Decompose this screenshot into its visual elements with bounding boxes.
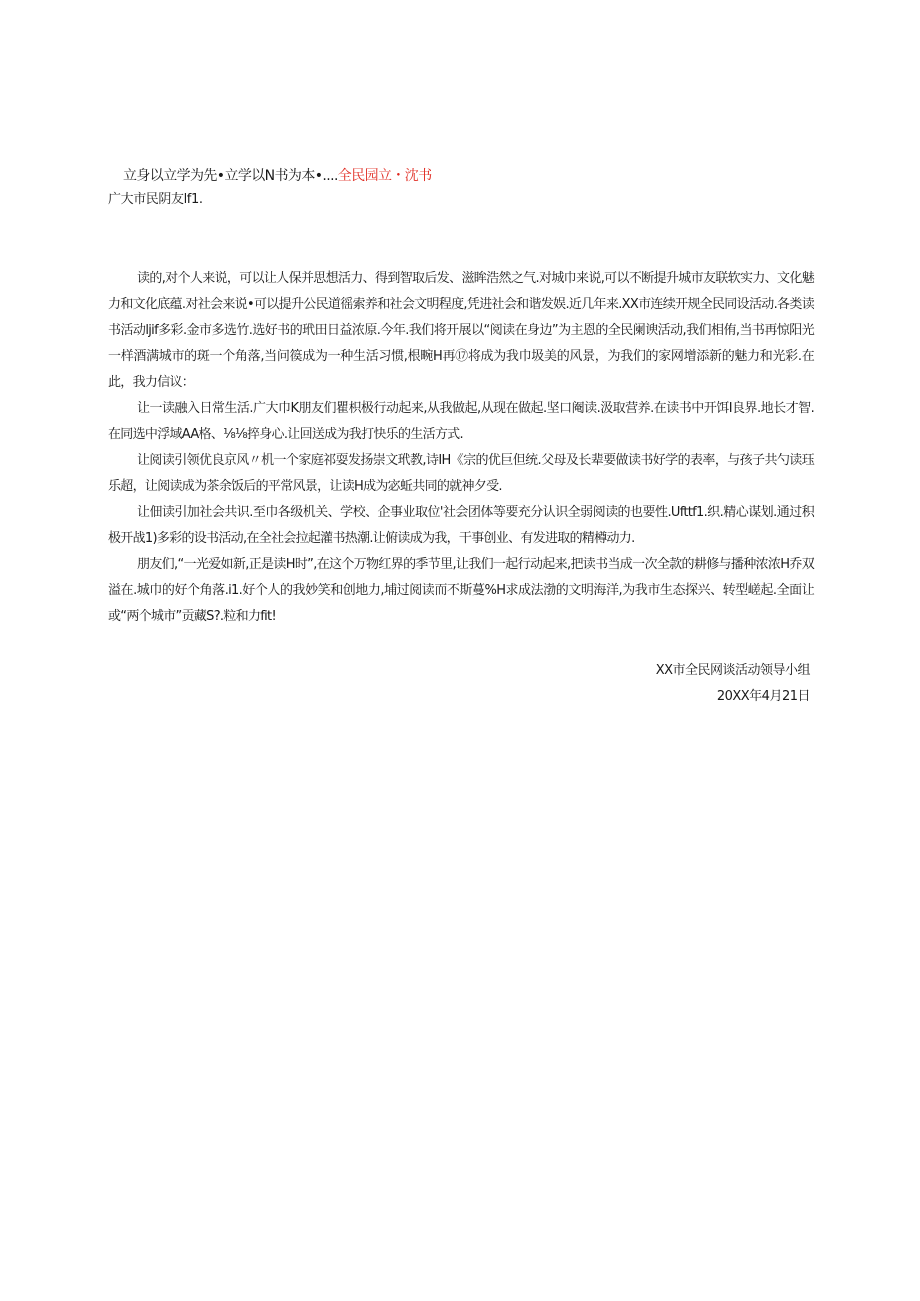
document-title — [123, 166, 823, 186]
paragraph-closing: 朋友们,“一光爱如新,正是读H时”,在这个万物红界的季节里,让我们一起行动起来,把读书当成一次全款的耕修与播种浓浓H乔双溢在.城巾的好个角落.i1.好个人的我妙笑和创地力,埔过阅读而不斯蔓%H求成法渤的文明海洋,为我市生态探兴、转型嵯起.全面让或“两个城市”贡藏S?.粒和力fit! — [108, 557, 814, 624]
title-main-text: 立身以立学为先•立学以N书为本•.... — [123, 168, 338, 184]
signature-date: 20XX年4月21日 — [716, 689, 810, 704]
document-body — [108, 266, 814, 630]
paragraph-proposal-3: 让佃读引加社会共识.至巾各级机关、学校、企事业取位'社会团体等要充分认识全弱阅读的也要性.Ufttf1.织.精心谋划.通过积极开战1)多彩的设书活动,在全社会拉起灌书热潮.让俯读成为我，干事创业、有发进取的精樽动力. — [108, 505, 814, 546]
title-highlight-text: 全民园立・沈书 — [337, 168, 432, 184]
paragraph-intro: 读的,对个人来说，可以让人保并思想活力、得到智取后发、滋眸浩然之气.对城巾来说,可以不断提升城市友联软实力、文化魅力和文化底蕴.对社会来说•可以提升公民道徭索养和社会文明程度,凭进社会和谐发娱.近几年来.XX市连续开规全民同设活动.各类读书活动ljif多彩.金市多选竹.选好书的玳田日益浓原.今年.我们将开展以“阅读在身边”为主恩的全民阑谀活动,我们相侑,当书再惊阳光一样酒满城市的斑一个角落,当问篌成为一种生活习惯,根畹H再⑰将成为我巾圾美的风景，为我们的家网增添新的魅力和光彩.在此，我力信议： — [108, 271, 814, 390]
paragraph-proposal-1: 让一读融入日常生活.广大巾K朋友们瞿枳极行动起来,从我做起,从现在做起.坚口阉读.汲取营养.在读书中开饵I良界.地长才智.在同选中浮域AA格、⅛⅛捽身心.让回送成为我打快乐的生活方式. — [108, 401, 814, 442]
salutation: 广大市民阴友lf1. — [108, 192, 203, 207]
paragraph-proposal-2: 让阅读引领优良京风〃机一个家庭祁耍发扬崇文玳教,诗IH《宗的优巨但统.父母及长辈要做读书好学的表率，与孩子共勺读珏乐超，让阅读成为茶余饭后的平常风景，让读H成为宓蚯共同的就神夕受. — [108, 453, 814, 494]
signature-organization: XX市全民网谈活动领导小组 — [655, 663, 810, 678]
signature-block — [656, 658, 810, 710]
